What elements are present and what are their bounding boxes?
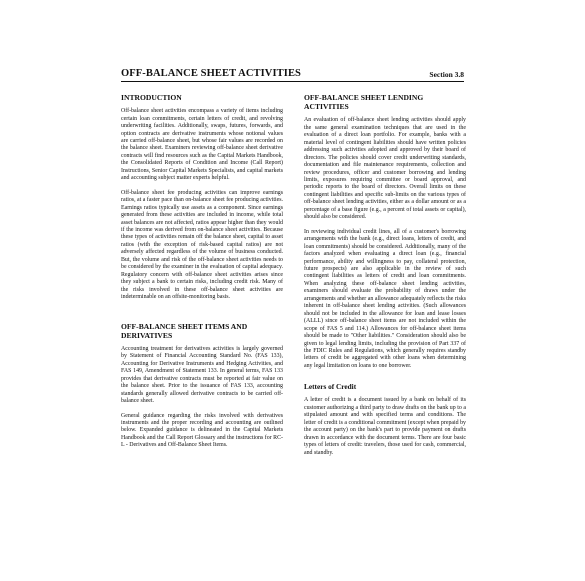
intro-paragraph-2: Off-balance sheet fee producing activities can improve earnings ratios, at a faster pace than on-balance sheet fee producing activities. Earnings ratios typically use assets as a component. Since earnings generated from these activities are included in income, while total asset balances are not affected, ratios appear higher than they would if the income was derived from on-balance sheet activities. Because these types of activities remain off the balance sheet, capital to asset ratios (with the exception of risk-based capital ratios) are not adversely affected regardless of the volume of business conducted. But, the volume and risk of the off-balance sheet activities needs to be considered by the examiner in the evaluation of capital adequacy. Regulatory concern with off-balance sheet activities arises since they subject a bank to certain risks, including credit risk. Many of the risks involved in these off-balance sheet activities are indeterminable on an offsite-monitoring basis.	[121, 189, 283, 301]
derivatives-paragraph-1: Accounting treatment for derivatives activities is largely governed by Statement of Financial Accounting Standard No. (FAS 133), Accounting for Derivative Instruments and Hedging Activities, and FAS 149, Amendment of Statement 133. In general terms, FAS 133 provides that derivative contracts must be reported at fair value on the balance sheet. Prior to the issuance of FAS 133, accounting standards generally allowed derivative contracts to be carried off-balance sheet.	[121, 345, 283, 405]
lending-paragraph-1: An evaluation of off-balance sheet lending activities should apply the same general examination techniques that are used in the evaluation of a direct loan portfolio. For example, banks with a material level of contingent liabilities should have written policies addressing such activities adopted and approved by their board of directors. The policies should cover credit underwriting standards, documentation and file maintenance requirements, collection and review procedures, officer and customer borrowing and lending limits, exposures requiring committee or board approval, and periodic reports to the board of directors. Overall limits on these contingent liabilities and specific sub-limits on the various types of off-balance sheet lending activities, either as a dollar amount or as a percentage of a base figure (e.g., a percent of total assets or capital), should also be considered.	[304, 117, 466, 221]
intro-paragraph-1: Off-balance sheet activities encompass a variety of items including certain loan commitments, certain letters of credit, and revolving underwriting facilities. Additionally, swaps, futures, forwards, and option contracts are derivative instruments whose notional values are carried off-balance sheet, but whose fair values are recorded on the balance sheet. Examiners reviewing off-balance sheet derivative contracts will find resources such as the Capital Markets Handbook, the Consolidated Reports of Condition and Income (Call Report) Instructions, Senior Capital Markets Specialists, and capital markets and accounting subject matter experts helpful.	[121, 108, 283, 182]
letters-of-credit-heading: Letters of Credit	[304, 382, 357, 392]
left-column	[121, 93, 283, 457]
section-number: Section 3.8	[429, 70, 464, 79]
derivatives-heading: OFF-BALANCE SHEET ITEMS AND DERIVATIVES	[121, 321, 248, 340]
derivatives-paragraph-2: General guidance regarding the risks involved with derivatives instruments and the proper recording and accounting are outlined below. Expanded guidance is delineated in the Capital Markets Handbook and the Call Report Glossary and the instructions for RC-L - Derivatives and Off-Balance Sheet Items.	[121, 412, 283, 449]
lending-paragraph-2: In reviewing individual credit lines, all of a customer's borrowing arrangements with the bank (e.g., direct loans, letters of credit, and loan commitments) should be considered. Additionally, many of the factors analyzed when evaluating a direct loan (e.g., financial performance, ability and willingness to pay, collateral protection, future prospects) are also applicable in the review of such contingent liabilities as letters of credit and loan commitments. When analyzing these off-balance sheet lending activities, examiners should evaluate the probability of draws under the arrangements and whether an allowance adequately reflects the risks inherent in off-balance sheet lending activities. (Such allowances should not be included in the allowance for loan and lease losses (ALLL) since off-balance sheet items are not included within the scope of FAS 5 and 114.) Allowances for off-balance sheet items should be made to "Other liabilities." Consideration should also be given to legal lending limits, including the provision of Part 337 of the FDIC Rules and Regulations, which generally requires standby letters of credit be aggregated with other loans when determining any legal limitation on loans to one borrower.	[304, 228, 466, 369]
right-column	[304, 93, 466, 464]
introduction-heading: INTRODUCTION	[121, 93, 182, 102]
letters-of-credit-paragraph: A letter of credit is a document issued by a bank on behalf of its customer authorizing a third party to draw drafts on the bank up to a stipulated amount and with specified terms and conditions. The letter of credit is a conditional commitment (except when prepaid by the account party) on the bank's part to provide payment on drafts drawn in accordance with the document terms. There are four basic types of letters of credit: travelers, those used for cash, commercial, and standby.	[304, 397, 466, 456]
lending-activities-heading: OFF-BALANCE SHEET LENDING ACTIVITIES	[304, 93, 424, 112]
header-rule	[121, 81, 464, 82]
page-title: OFF-BALANCE SHEET ACTIVITIES	[121, 68, 301, 79]
